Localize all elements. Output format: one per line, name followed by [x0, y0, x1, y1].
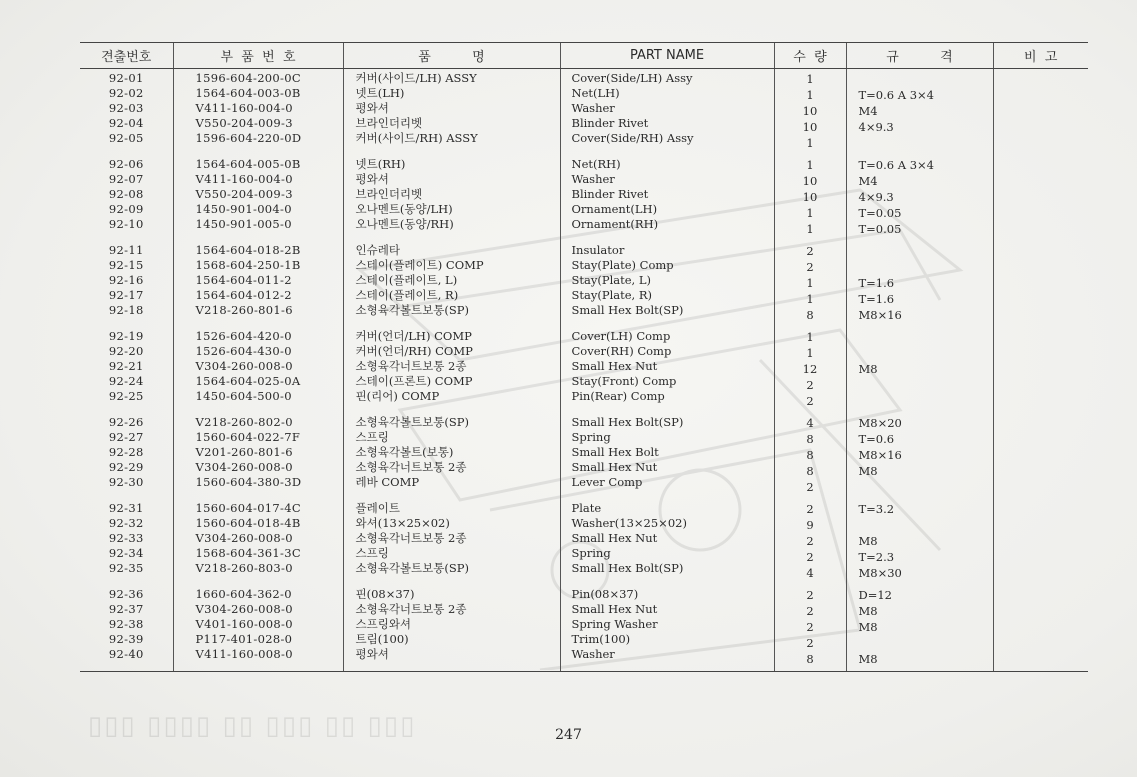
part-number: 1660-604-362-0 [195, 587, 292, 601]
ref-no: 92-19 [108, 329, 144, 343]
spec: T=2.3 [858, 550, 895, 564]
spec: M4 [858, 174, 878, 188]
parts-table [80, 42, 1088, 672]
part-number: 1596-604-200-0C [195, 71, 301, 85]
ref-no: 92-18 [108, 303, 144, 317]
spec [859, 72, 993, 87]
part-name-cell [560, 585, 774, 672]
ref-no: 92-32 [108, 516, 144, 530]
ref-no: 92-03 [108, 101, 144, 115]
spec [859, 636, 993, 651]
spec: M8 [858, 652, 878, 666]
part-number: 1564-604-018-2B [195, 243, 301, 257]
ref-no: 92-08 [108, 187, 144, 201]
part-name: Cover(Side/LH) Assy [571, 71, 693, 85]
part-name: Washer [571, 647, 615, 661]
quantity: 2 [806, 620, 814, 634]
part-name-cell [560, 499, 774, 585]
ref-no-cell [80, 327, 173, 413]
quantity: 8 [806, 432, 814, 446]
spec: M8 [858, 604, 878, 618]
part-number: V304-260-008-0 [195, 602, 293, 616]
name-korean: 커버(사이드/LH) ASSY [355, 71, 477, 85]
spec: T=1.6 [858, 292, 895, 306]
spec [859, 330, 993, 345]
part-name: Ornament(RH) [571, 217, 659, 231]
spec [859, 518, 993, 533]
quantity: 1 [806, 136, 814, 150]
ref-no: 92-29 [108, 460, 144, 474]
name-korean: 평와셔 [355, 101, 389, 115]
part-name-cell [560, 413, 774, 499]
quantity: 2 [806, 394, 814, 408]
part-number-cell [173, 585, 343, 672]
quantity: 1 [806, 222, 814, 236]
ref-no: 92-16 [108, 273, 144, 287]
spec-cell [846, 241, 993, 327]
part-number: V304-260-008-0 [195, 359, 293, 373]
name-korean-cell [343, 241, 560, 327]
ref-no-cell [80, 413, 173, 499]
spec: 4×9.3 [858, 120, 894, 134]
spec: M4 [858, 104, 878, 118]
ref-no: 92-20 [108, 344, 144, 358]
part-number: 1526-604-420-0 [195, 329, 292, 343]
quantity: 1 [806, 158, 814, 172]
part-number: V401-160-008-0 [195, 617, 293, 631]
part-number-cell [173, 69, 343, 156]
part-number: V550-204-009-3 [195, 187, 293, 201]
part-name: Lever Comp [571, 475, 643, 489]
quantity: 4 [806, 566, 814, 580]
quantity: 2 [806, 588, 814, 602]
part-number: 1450-901-005-0 [195, 217, 292, 231]
name-korean: 플레이트 [355, 501, 400, 515]
part-name: Small Hex Bolt [571, 445, 659, 459]
ref-no: 92-33 [108, 531, 144, 545]
ref-no: 92-10 [108, 217, 144, 231]
spec: D=12 [858, 588, 892, 602]
part-name: Cover(RH) Comp [571, 344, 672, 358]
part-number: 1450-901-004-0 [195, 202, 292, 216]
part-name: Blinder Rivet [571, 187, 649, 201]
part-name: Spring Washer [571, 617, 658, 631]
quantity-cell [774, 499, 846, 585]
ref-no: 92-28 [108, 445, 144, 459]
part-name: Pin(08×37) [571, 587, 639, 601]
name-korean: 넷트(RH) [355, 157, 406, 171]
ref-no: 92-01 [108, 71, 144, 85]
spec [859, 480, 993, 495]
spec: T=0.05 [858, 206, 902, 220]
header-ref-no: 견출번호 [80, 43, 173, 69]
part-number: V411-160-004-0 [195, 172, 293, 186]
part-name: Washer [571, 172, 615, 186]
quantity: 2 [806, 480, 814, 494]
part-name: Cover(LH) Comp [571, 329, 671, 343]
part-number-cell [173, 499, 343, 585]
ref-no: 92-36 [108, 587, 144, 601]
spec: T=1.6 [858, 276, 895, 290]
ref-no: 92-06 [108, 157, 144, 171]
spec: M8×16 [858, 308, 902, 322]
remark-cell [993, 155, 1088, 241]
name-korean: 스프링 [355, 430, 389, 444]
quantity: 2 [806, 260, 814, 274]
quantity: 2 [806, 534, 814, 548]
part-name-cell [560, 241, 774, 327]
ref-no: 92-40 [108, 647, 144, 661]
spec: T=0.05 [858, 222, 902, 236]
spec [859, 378, 993, 393]
quantity: 10 [802, 104, 818, 118]
ref-no: 92-24 [108, 374, 144, 388]
part-name-cell [560, 69, 774, 156]
spec: M8 [858, 534, 878, 548]
name-korean: 소형육각볼트보통(SP) [355, 415, 469, 429]
ref-no-cell [80, 241, 173, 327]
ref-no: 92-39 [108, 632, 144, 646]
part-number: V304-260-008-0 [195, 460, 293, 474]
quantity: 1 [806, 88, 814, 102]
page-number: 247 [555, 727, 582, 743]
quantity: 8 [806, 464, 814, 478]
part-number: V201-260-801-6 [195, 445, 293, 459]
part-number: V218-260-802-0 [195, 415, 293, 429]
part-name: Small Hex Bolt(SP) [571, 415, 684, 429]
name-korean: 브라인더리벳 [355, 116, 423, 130]
quantity: 1 [806, 206, 814, 220]
part-number: 1564-604-025-0A [195, 374, 301, 388]
part-number: 1568-604-361-3C [195, 546, 301, 560]
quantity: 10 [802, 174, 818, 188]
part-name: Ornament(LH) [571, 202, 658, 216]
quantity-cell [774, 155, 846, 241]
part-name: Blinder Rivet [571, 116, 649, 130]
part-number: 1450-604-500-0 [195, 389, 292, 403]
part-number: V550-204-009-3 [195, 116, 293, 130]
name-korean: 스프링 [355, 546, 389, 560]
quantity: 1 [806, 292, 814, 306]
part-name-cell [560, 155, 774, 241]
quantity: 1 [806, 276, 814, 290]
spec [859, 244, 993, 259]
table-row-group [80, 499, 1088, 585]
spec: T=0.6 A 3×4 [858, 158, 934, 172]
part-number: 1568-604-250-1B [195, 258, 301, 272]
name-korean: 스테이(플레이트, L) [355, 273, 458, 287]
part-name: Plate [571, 501, 602, 515]
name-korean: 소형육각볼트보통(SP) [355, 561, 469, 575]
name-korean: 레바 COMP [355, 475, 420, 489]
quantity: 2 [806, 244, 814, 258]
table-row-group [80, 413, 1088, 499]
spec-cell [846, 413, 993, 499]
name-korean: 핀(08×37) [355, 587, 415, 601]
name-korean: 핀(리어) COMP [355, 389, 440, 403]
name-korean: 소형육각볼트보통(SP) [355, 303, 469, 317]
ref-no: 92-26 [108, 415, 144, 429]
ref-no: 92-38 [108, 617, 144, 631]
quantity: 4 [806, 416, 814, 430]
quantity: 8 [806, 652, 814, 666]
remark-cell [993, 241, 1088, 327]
header-quantity: 수 량 [774, 43, 846, 69]
spec: M8 [858, 362, 878, 376]
name-korean: 오나멘트(동양/RH) [355, 217, 454, 231]
quantity: 1 [806, 330, 814, 344]
ref-no: 92-21 [108, 359, 144, 373]
table-header-row [80, 43, 1088, 69]
quantity: 8 [806, 448, 814, 462]
name-korean-cell [343, 69, 560, 156]
part-number: V218-260-803-0 [195, 561, 293, 575]
spec: T=0.6 A 3×4 [858, 88, 934, 102]
part-name: Small Hex Nut [571, 602, 658, 616]
ref-no: 92-02 [108, 86, 144, 100]
header-spec: 규 격 [846, 43, 993, 69]
quantity: 1 [806, 72, 814, 86]
quantity: 2 [806, 378, 814, 392]
remark-cell [993, 327, 1088, 413]
name-korean: 커버(사이드/RH) ASSY [355, 131, 478, 145]
name-korean: 커버(언더/RH) COMP [355, 344, 473, 358]
table-row-group [80, 155, 1088, 241]
quantity-cell [774, 69, 846, 156]
part-name: Small Hex Nut [571, 531, 658, 545]
ref-no: 92-04 [108, 116, 144, 130]
part-name: Small Hex Bolt(SP) [571, 561, 684, 575]
spec [859, 346, 993, 361]
header-remark: 비 고 [993, 43, 1088, 69]
ref-no: 92-25 [108, 389, 144, 403]
ref-no: 92-35 [108, 561, 144, 575]
part-name: Cover(Side/RH) Assy [571, 131, 694, 145]
name-korean: 와셔(13×25×02) [355, 516, 450, 530]
bleed-through-text: ▯▯▯ ▯▯ ▯▯▯ ▯▯ ▯▯▯▯ ▯▯▯ [86, 711, 415, 741]
quantity: 2 [806, 502, 814, 516]
part-number: 1564-604-003-0B [195, 86, 301, 100]
table-row-group [80, 69, 1088, 156]
quantity: 2 [806, 550, 814, 564]
name-korean: 커버(언더/LH) COMP [355, 329, 472, 343]
part-name: Stay(Plate, L) [571, 273, 651, 287]
part-name: Insulator [571, 243, 625, 257]
part-name: Stay(Plate) Comp [571, 258, 674, 272]
part-number: V218-260-801-6 [195, 303, 293, 317]
part-number: 1560-604-022-7F [195, 430, 301, 444]
quantity: 2 [806, 604, 814, 618]
part-number-cell [173, 327, 343, 413]
name-korean: 소형육각너트보통 2종 [355, 460, 467, 474]
ref-no: 92-27 [108, 430, 144, 444]
name-korean-cell [343, 155, 560, 241]
part-name: Stay(Front) Comp [571, 374, 677, 388]
name-korean: 트림(100) [355, 632, 409, 646]
header-part-no: 부 품 번 호 [173, 43, 343, 69]
spec: M8 [858, 620, 878, 634]
name-korean: 스테이(플레이트) COMP [355, 258, 484, 272]
name-korean: 소형육각너트보통 2종 [355, 531, 467, 545]
ref-no-cell [80, 69, 173, 156]
part-name: Pin(Rear) Comp [571, 389, 665, 403]
remark-cell [993, 69, 1088, 156]
ref-no: 92-31 [108, 501, 144, 515]
quantity-cell [774, 585, 846, 672]
quantity: 10 [802, 120, 818, 134]
part-name-cell [560, 327, 774, 413]
name-korean: 소형육각볼트(보통) [355, 445, 454, 459]
header-part-name: PART NAME [560, 43, 774, 69]
quantity: 1 [806, 346, 814, 360]
spec [859, 136, 993, 151]
part-number-cell [173, 155, 343, 241]
spec-cell [846, 155, 993, 241]
quantity-cell [774, 413, 846, 499]
spec-cell [846, 327, 993, 413]
quantity: 12 [802, 362, 818, 376]
part-number: 1564-604-005-0B [195, 157, 301, 171]
name-korean: 넷트(LH) [355, 86, 405, 100]
part-name: Washer [571, 101, 615, 115]
spec: T=3.2 [858, 502, 895, 516]
part-number-cell [173, 241, 343, 327]
spec [859, 260, 993, 275]
ref-no: 92-37 [108, 602, 144, 616]
ref-no: 92-34 [108, 546, 144, 560]
name-korean: 스프링와셔 [355, 617, 412, 631]
name-korean: 소형육각너트보통 2종 [355, 602, 467, 616]
part-number: P117-401-028-0 [195, 632, 293, 646]
name-korean: 브라인더리벳 [355, 187, 423, 201]
part-number: 1560-604-380-3D [195, 475, 302, 489]
part-number-cell [173, 413, 343, 499]
ref-no: 92-09 [108, 202, 144, 216]
name-korean-cell [343, 499, 560, 585]
part-name: Washer(13×25×02) [571, 516, 687, 530]
part-number: V411-160-004-0 [195, 101, 293, 115]
spec-cell [846, 585, 993, 672]
ref-no-cell [80, 155, 173, 241]
quantity: 8 [806, 308, 814, 322]
remark-cell [993, 585, 1088, 672]
spec: T=0.6 [858, 432, 895, 446]
ref-no: 92-07 [108, 172, 144, 186]
spec: M8×30 [858, 566, 902, 580]
table-row-group [80, 585, 1088, 672]
spec [859, 394, 993, 409]
remark-cell [993, 413, 1088, 499]
part-name: Net(LH) [571, 86, 620, 100]
part-name: Small Hex Nut [571, 460, 658, 474]
part-number: V411-160-008-0 [195, 647, 293, 661]
spec: M8×16 [858, 448, 902, 462]
table-row-group [80, 241, 1088, 327]
part-number: 1560-604-018-4B [195, 516, 301, 530]
name-korean: 소형육각너트보통 2종 [355, 359, 467, 373]
ref-no: 92-11 [108, 243, 144, 257]
ref-no: 92-30 [108, 475, 144, 489]
spec: M8×20 [858, 416, 902, 430]
quantity: 10 [802, 190, 818, 204]
spec: 4×9.3 [858, 190, 894, 204]
ref-no-cell [80, 585, 173, 672]
part-number: 1560-604-017-4C [195, 501, 301, 515]
ref-no: 92-15 [108, 258, 144, 272]
ref-no: 92-17 [108, 288, 144, 302]
part-name: Trim(100) [571, 632, 631, 646]
quantity: 9 [806, 518, 814, 532]
header-name-korean: 품 명 [343, 43, 560, 69]
part-name: Small Hex Nut [571, 359, 658, 373]
part-name: Net(RH) [571, 157, 621, 171]
ref-no: 92-05 [108, 131, 144, 145]
part-number: 1596-604-220-0D [195, 131, 302, 145]
quantity: 2 [806, 636, 814, 650]
part-number: 1564-604-012-2 [195, 288, 292, 302]
quantity-cell [774, 327, 846, 413]
part-name: Stay(Plate, R) [571, 288, 652, 302]
part-number: 1526-604-430-0 [195, 344, 292, 358]
name-korean-cell [343, 585, 560, 672]
name-korean: 스테이(프론트) COMP [355, 374, 473, 388]
part-name: Spring [571, 546, 611, 560]
name-korean-cell [343, 413, 560, 499]
name-korean-cell [343, 327, 560, 413]
part-name: Small Hex Bolt(SP) [571, 303, 684, 317]
spec-cell [846, 499, 993, 585]
part-name: Spring [571, 430, 611, 444]
name-korean: 평와셔 [355, 647, 389, 661]
name-korean: 평와셔 [355, 172, 389, 186]
ref-no-cell [80, 499, 173, 585]
spec: M8 [858, 464, 878, 478]
name-korean: 오나멘트(동양/LH) [355, 202, 453, 216]
remark-cell [993, 499, 1088, 585]
part-number: 1564-604-011-2 [195, 273, 292, 287]
name-korean: 인슈레타 [355, 243, 400, 257]
part-number: V304-260-008-0 [195, 531, 293, 545]
quantity-cell [774, 241, 846, 327]
table-row-group [80, 327, 1088, 413]
name-korean: 스테이(플레이트, R) [355, 288, 459, 302]
spec-cell [846, 69, 993, 156]
